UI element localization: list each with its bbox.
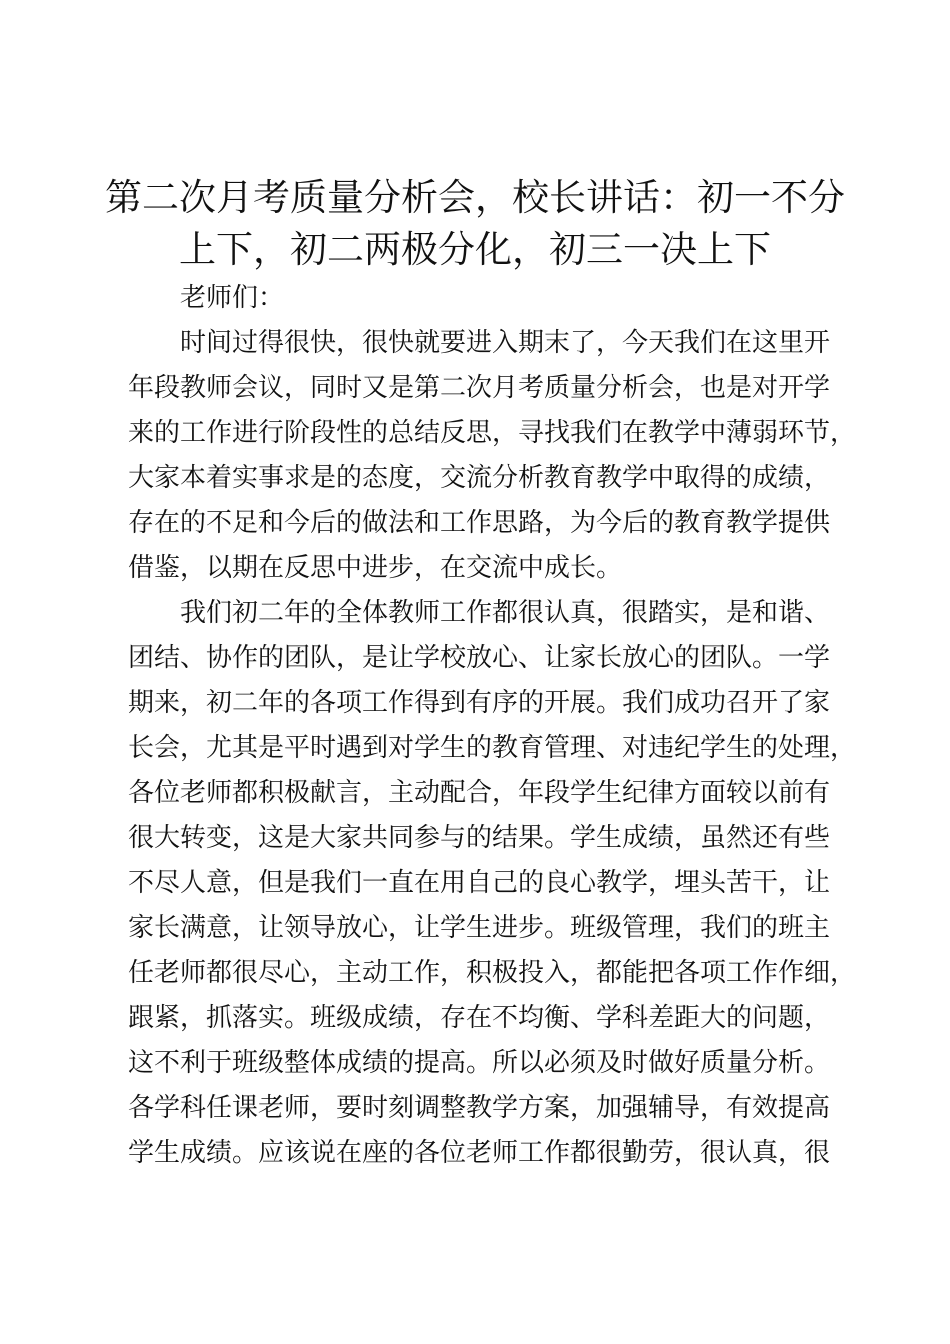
document-body <box>128 276 868 1176</box>
title-line: 第二次月考质量分析会，校长讲话：初一不分 <box>105 176 845 219</box>
paragraph-line: 我们初二年的全体教师工作都很认真，很踏实，是和谐、 <box>180 598 831 628</box>
paragraph-line: 这不利于班级整体成绩的提高。所以必须及时做好质量分析。 <box>128 1048 831 1078</box>
paragraph-line: 借鉴，以期在反思中进步，在交流中成长。 <box>128 553 623 583</box>
paragraph-line: 时间过得很快，很快就要进入期末了，今天我们在这里开 <box>180 328 831 358</box>
paragraph-line: 期来，初二年的各项工作得到有序的开展。我们成功召开了家 <box>128 688 831 718</box>
paragraph-line: 任老师都很尽心，主动工作，积极投入，都能把各项工作作细， <box>128 958 857 988</box>
paragraph-line: 不尽人意，但是我们一直在用自己的良心教学，埋头苦干，让 <box>128 868 831 898</box>
title-line: 上下，初二两极分化，初三一决上下 <box>179 228 771 271</box>
paragraph-1 <box>128 321 868 591</box>
paragraph-line: 跟紧，抓落实。班级成绩，存在不均衡、学科差距大的问题， <box>128 1003 831 1033</box>
paragraph-2 <box>128 591 868 1176</box>
paragraph-line: 各位老师都积极献言，主动配合，年段学生纪律方面较以前有 <box>128 778 831 808</box>
paragraph-line: 来的工作进行阶段性的总结反思，寻找我们在教学中薄弱环节， <box>128 418 857 448</box>
paragraph-line: 大家本着实事求是的态度，交流分析教育教学中取得的成绩， <box>128 463 831 493</box>
paragraph-line: 各学科任课老师，要时刻调整教学方案，加强辅导，有效提高 <box>128 1093 831 1123</box>
paragraph-line: 很大转变，这是大家共同参与的结果。学生成绩，虽然还有些 <box>128 823 831 853</box>
paragraph-line: 团结、协作的团队，是让学校放心、让家长放心的团队。一学 <box>128 643 831 673</box>
paragraph-line: 家长满意，让领导放心，让学生进步。班级管理，我们的班主 <box>128 913 831 943</box>
greeting: 老师们： <box>180 283 285 313</box>
paragraph-line: 年段教师会议，同时又是第二次月考质量分析会，也是对开学 <box>128 373 831 403</box>
paragraph-line: 学生成绩。应该说在座的各位老师工作都很勤劳，很认真，很 <box>128 1138 831 1168</box>
document-title <box>100 172 850 276</box>
paragraph-line: 长会，尤其是平时遇到对学生的教育管理、对违纪学生的处理， <box>128 733 857 763</box>
paragraph-line: 存在的不足和今后的做法和工作思路，为今后的教育教学提供 <box>128 508 831 538</box>
